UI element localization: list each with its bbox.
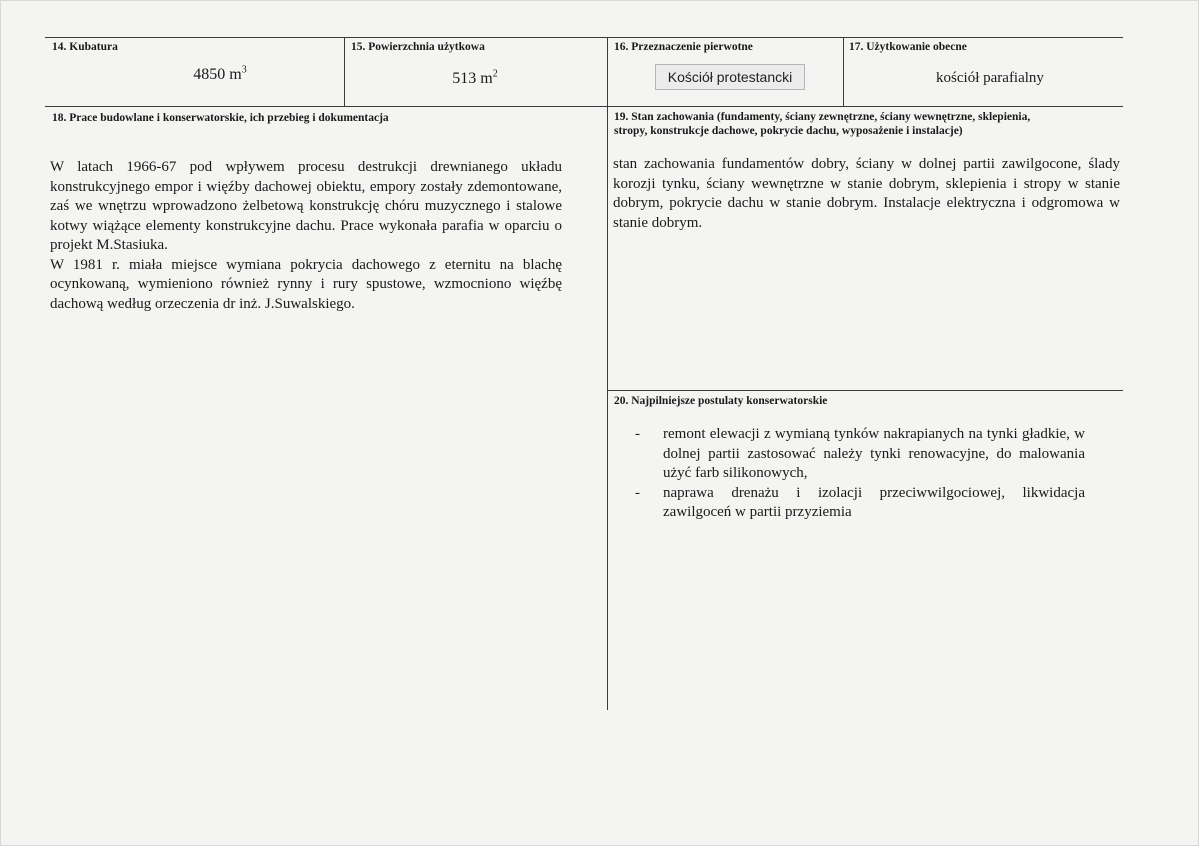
uzytkowanie-value: kościół parafialny (936, 70, 1044, 86)
postulat-text: remont elewacji z wymianą tynków nakrapianych na tynki gładkie, w dolnej partii zastosować należy tynki renowacyjne, do malowania użyć farb silikonowych, (663, 426, 1085, 481)
uzytkowanie-label: 17. Użytkowanie obecne (849, 41, 967, 53)
stan-label-line-2: stropy, konstrukcje dachowe, pokrycie dachu, wyposażenie i instalacje) (614, 125, 963, 137)
kubatura-number: 4850 m (193, 66, 242, 83)
table-top-border (45, 37, 1123, 38)
stan-text: stan zachowania fundamentów dobry, ściany w dolnej partii zawilgocone, ślady korozji tynku, ściany wewnętrzne w stanie dobrym, sklepienia i stropy w stanie dobrym, pokrycie dachu w stanie dobrym. Instalacje elektryczna i odgromowa w stanie dobrym. (613, 156, 1120, 231)
powierzchnia-number: 513 m (452, 70, 493, 87)
postulat-text: naprawa drenażu i izolacji przeciwwilgociowej, likwidacja zawilgoceń w partii przyziemia (663, 484, 1085, 520)
right-section-divider (607, 390, 1123, 391)
postulaty-label: 20. Najpilniejsze postulaty konserwatorskie (614, 395, 828, 407)
list-item (635, 484, 1085, 523)
postulaty-list (635, 425, 1085, 523)
bullet-dash: - (635, 426, 640, 442)
col-divider-3 (843, 37, 844, 107)
row-divider (45, 106, 1123, 107)
prace-text (50, 158, 562, 314)
list-item (635, 425, 1085, 484)
prace-label: 18. Prace budowlane i konserwatorskie, ich przebieg i dokumentacja (52, 112, 389, 124)
kubatura-value (150, 66, 290, 84)
przeznaczenie-field[interactable]: Kościół protestancki (655, 64, 805, 90)
prace-paragraph-1: W latach 1966-67 pod wpływem procesu destrukcji drewnianego układu konstrukcyjnego empor i więźby dachowej obiektu, empory zostały zdemontowane, zaś we wnętrzu wprowadzono żelbetową konstrukcję chóru muzycznego i stalowe kotwy wiążące elementy konstrukcyjne dachu. Prace wykonała parafia w oparciu o projekt M.Stasiuka. (50, 159, 562, 253)
bullet-dash: - (635, 484, 640, 501)
kubatura-exponent: 3 (241, 64, 247, 76)
powierzchnia-exponent: 2 (492, 68, 498, 80)
col-divider-1 (344, 37, 345, 107)
powierzchnia-value (405, 70, 545, 88)
kubatura-label: 14. Kubatura (52, 41, 118, 53)
col-divider-main (607, 37, 608, 710)
stan-label (614, 110, 1114, 138)
przeznaczenie-label: 16. Przeznaczenie pierwotne (614, 41, 753, 53)
stan-label-line-1: 19. Stan zachowania (fundamenty, ściany zewnętrzne, ściany wewnętrzne, sklepienia, (614, 111, 1031, 123)
powierzchnia-label: 15. Powierzchnia użytkowa (351, 41, 485, 53)
prace-paragraph-2: W 1981 r. miała miejsce wymiana pokrycia dachowego z eternitu na blachę ocynkowaną, wymieniono również rynny i rury spustowe, wzmocniono więźbę dachową według orzeczenia dr inż. J.Suwalskiego. (50, 256, 562, 312)
